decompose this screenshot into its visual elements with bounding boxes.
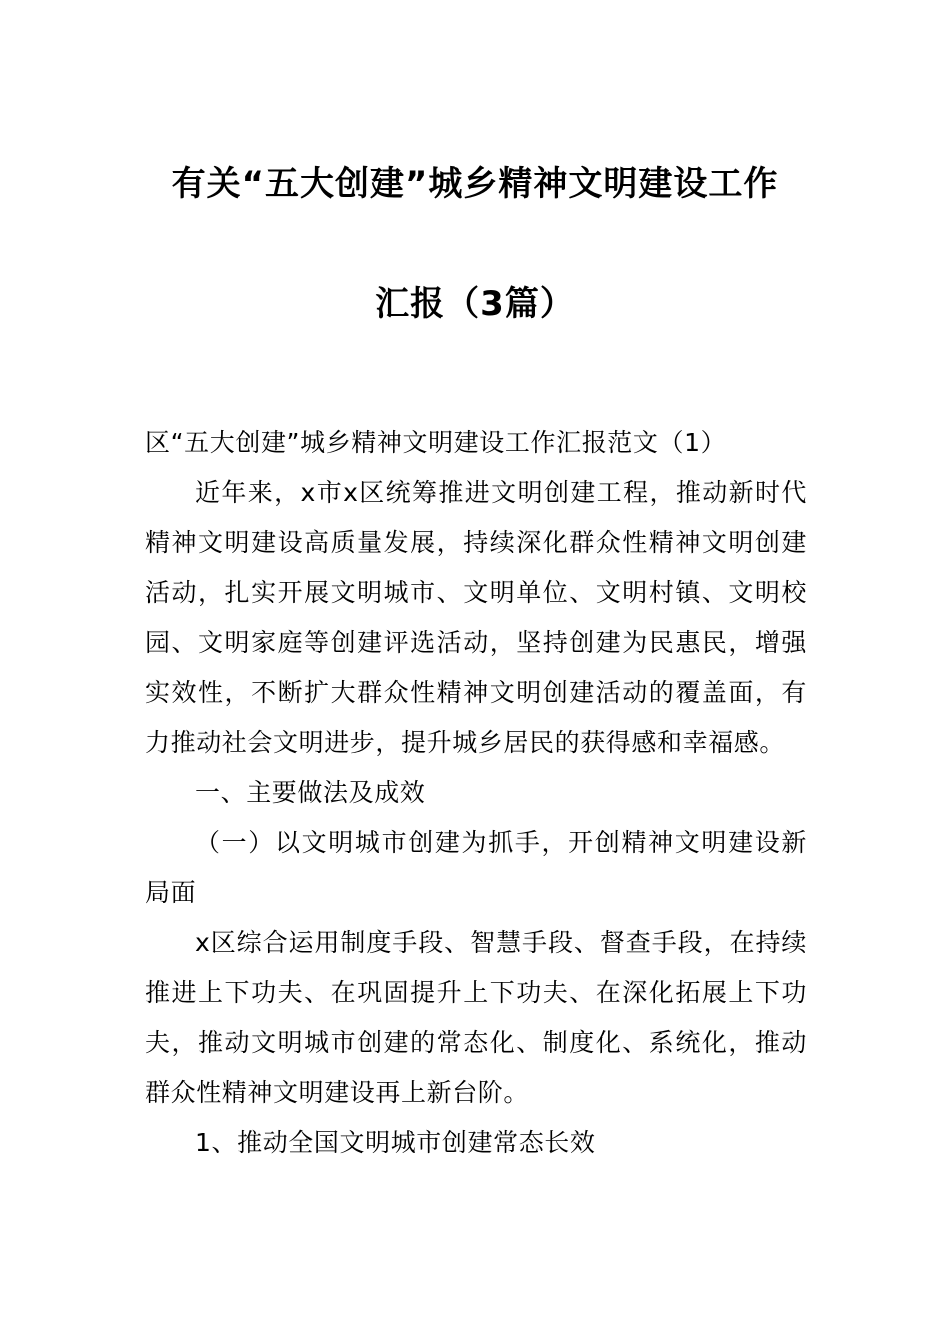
- document-body: [145, 418, 807, 1168]
- document-title-line-2: 汇报（3篇）: [375, 284, 575, 324]
- subsection-heading-1: （一）以文明城市创建为抓手，开创精神文明建设新局面: [145, 828, 807, 907]
- document-title-line-1: 有关“五大创建”城乡精神文明建设工作: [171, 164, 779, 204]
- section-heading-main-practices: 一、主要做法及成效: [195, 778, 426, 807]
- body-paragraph-intro: 近年来，x市x区统筹推进文明创建工程，推动新时代精神文明建设高质量发展，持续深化群众性精神文明创建活动，扎实开展文明城市、文明单位、文明村镇、文明校园、文明家庭等创建评选活动，坚持创建为民惠民，增强实效性，不断扩大群众性精神文明创建活动的覆盖面，有力推动社会文明进步，提升城乡居民的获得感和幸福感。: [145, 478, 807, 757]
- body-paragraph-methods: x区综合运用制度手段、智慧手段、督查手段，在持续推进上下功夫、在巩固提升上下功夫、在深化拓展上下功夫，推动文明城市创建的常态化、制度化、系统化，推动群众性精神文明建设再上新台阶。: [145, 928, 807, 1107]
- list-item-heading-1: 1、推动全国文明城市创建常态长效: [195, 1128, 596, 1157]
- section-heading-article-1: 区“五大创建”城乡精神文明建设工作汇报范文（1）: [145, 428, 727, 457]
